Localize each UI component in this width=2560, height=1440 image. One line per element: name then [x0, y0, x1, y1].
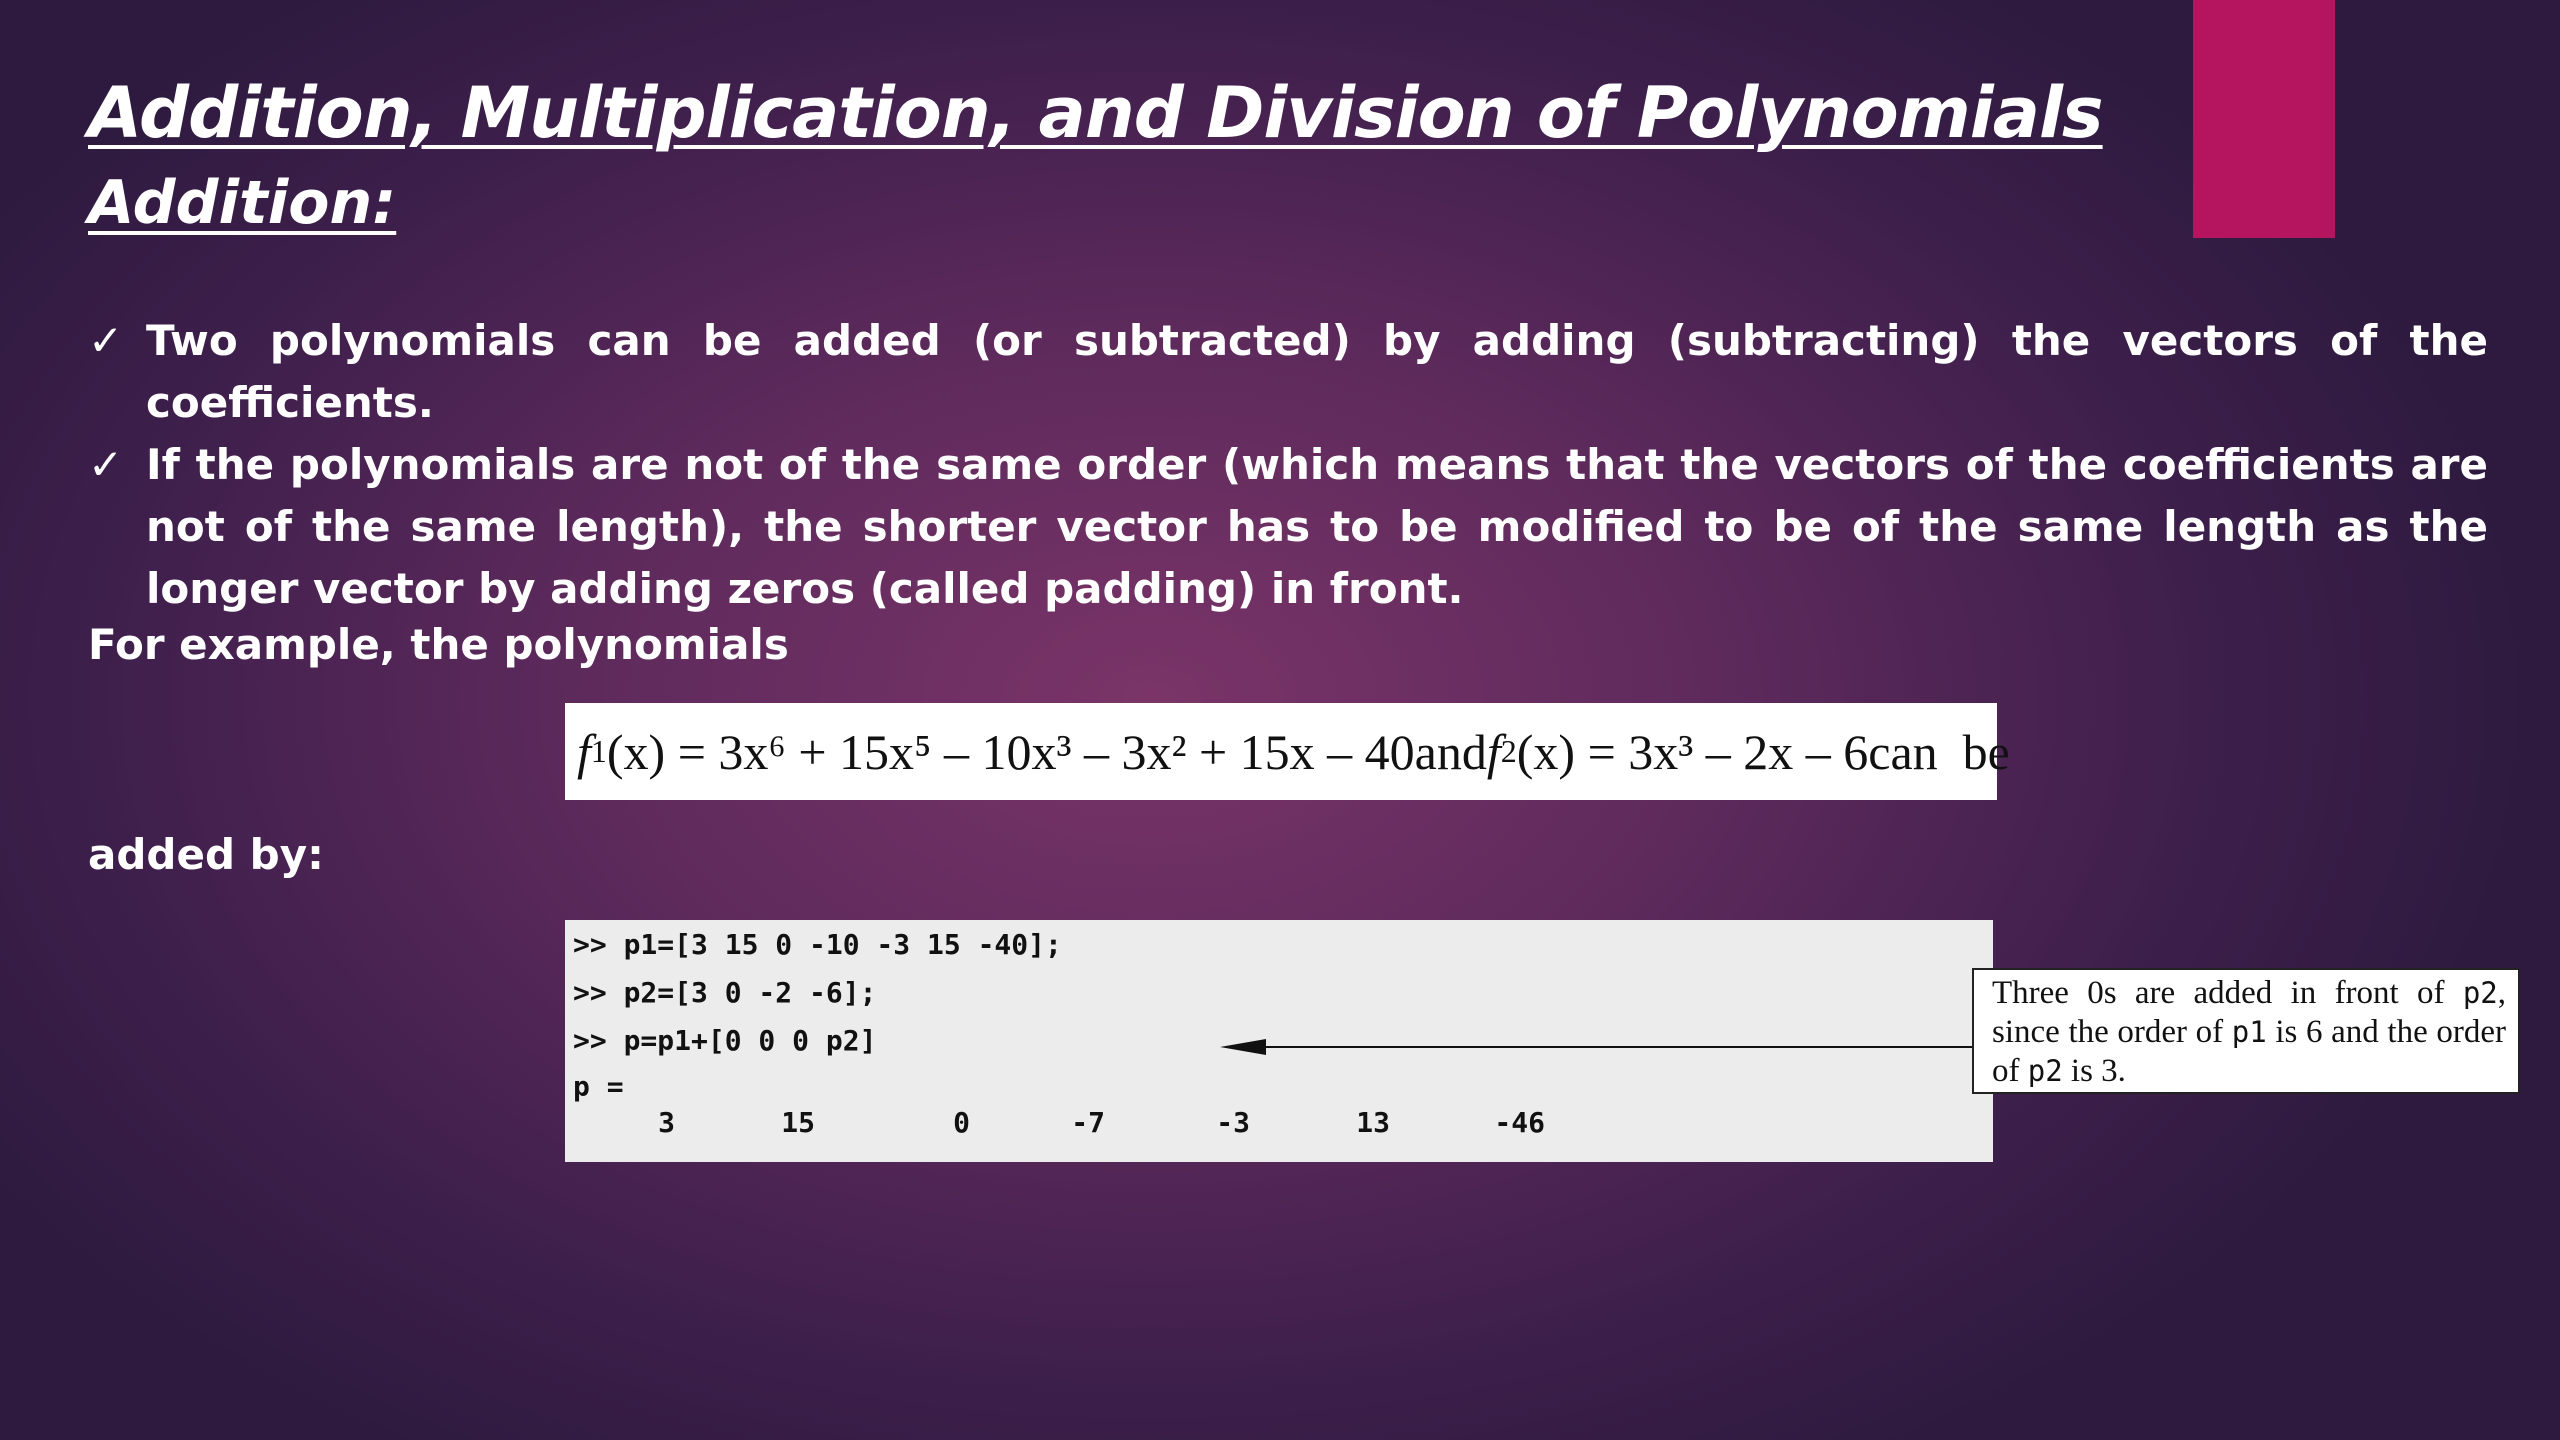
bullet-item — [88, 434, 2488, 620]
formula-tail: can be — [1868, 723, 2010, 780]
result-value: -7 — [1071, 1106, 1105, 1139]
formula-box — [565, 703, 2010, 800]
example-intro: For example, the polynomials — [88, 620, 789, 669]
arrow-left-icon — [1220, 1037, 1980, 1057]
code-box — [565, 920, 2506, 1162]
code-line: >> p2=[3 0 -2 -6]; — [573, 976, 877, 1009]
f2-equals: = — [1575, 723, 1629, 780]
slide-subtitle: Addition: — [88, 168, 397, 238]
f2-subscript: 2 — [1500, 733, 1517, 769]
f2-expression: 3x³ – 2x – 6 — [1628, 723, 1869, 780]
note-var: p1 — [2231, 1015, 2267, 1049]
result-value: 13 — [1356, 1106, 1390, 1139]
note-text: is 3. — [2062, 1053, 2126, 1089]
code-line: >> p1=[3 15 0 -10 -3 15 -40]; — [573, 928, 1062, 961]
accent-bar — [2193, 0, 2335, 238]
and-text: and — [1414, 723, 1487, 780]
f2-arg: (x) — [1516, 723, 1576, 780]
result-value: -46 — [1494, 1106, 1545, 1139]
f1-subscript: 1 — [590, 733, 607, 769]
check-mark-icon: ✓ — [88, 440, 124, 489]
result-value: 0 — [953, 1106, 970, 1139]
note-text: , since the order of — [1992, 975, 2506, 1050]
check-mark-icon: ✓ — [88, 316, 124, 365]
bullet-text: If the polynomials are not of the same order (which means that the vectors of the coefficients are not of the same length), the shorter vector has to be modified to be of the same length as the longer vector by adding zeros (called padding) in front. — [146, 440, 2488, 613]
f1-expression: 3x⁶ + 15x⁵ – 10x³ – 3x² + 15x – 40 — [718, 723, 1415, 780]
f1-name: f — [577, 723, 591, 780]
bullet-list — [88, 310, 2488, 620]
note-var: p2 — [2462, 976, 2498, 1010]
bullet-text: Two polynomials can be added (or subtracted) by adding (subtracting) the vectors of the coefficients. — [146, 316, 2488, 427]
f1-equals: = — [665, 723, 719, 780]
f1-arg: (x) — [606, 723, 666, 780]
result-value: 15 — [781, 1106, 815, 1139]
f2-name: f — [1486, 723, 1501, 780]
note-text: is 6 and the order of — [1992, 1014, 2506, 1089]
code-line: p = — [573, 1070, 624, 1103]
note-text: Three 0s are added in front of — [1992, 975, 2463, 1011]
result-value: 3 — [658, 1106, 675, 1139]
code-line: >> p=p1+[0 0 0 p2] — [573, 1024, 877, 1057]
added-by-text: added by: — [88, 830, 324, 879]
slide-title: Addition, Multiplication, and Division of Polynomials — [88, 72, 2103, 154]
bullet-item — [88, 310, 2488, 434]
result-value: -3 — [1216, 1106, 1250, 1139]
note-var: p2 — [2027, 1054, 2063, 1088]
result-row — [565, 1106, 1993, 1140]
annotation-note — [1972, 968, 2520, 1094]
